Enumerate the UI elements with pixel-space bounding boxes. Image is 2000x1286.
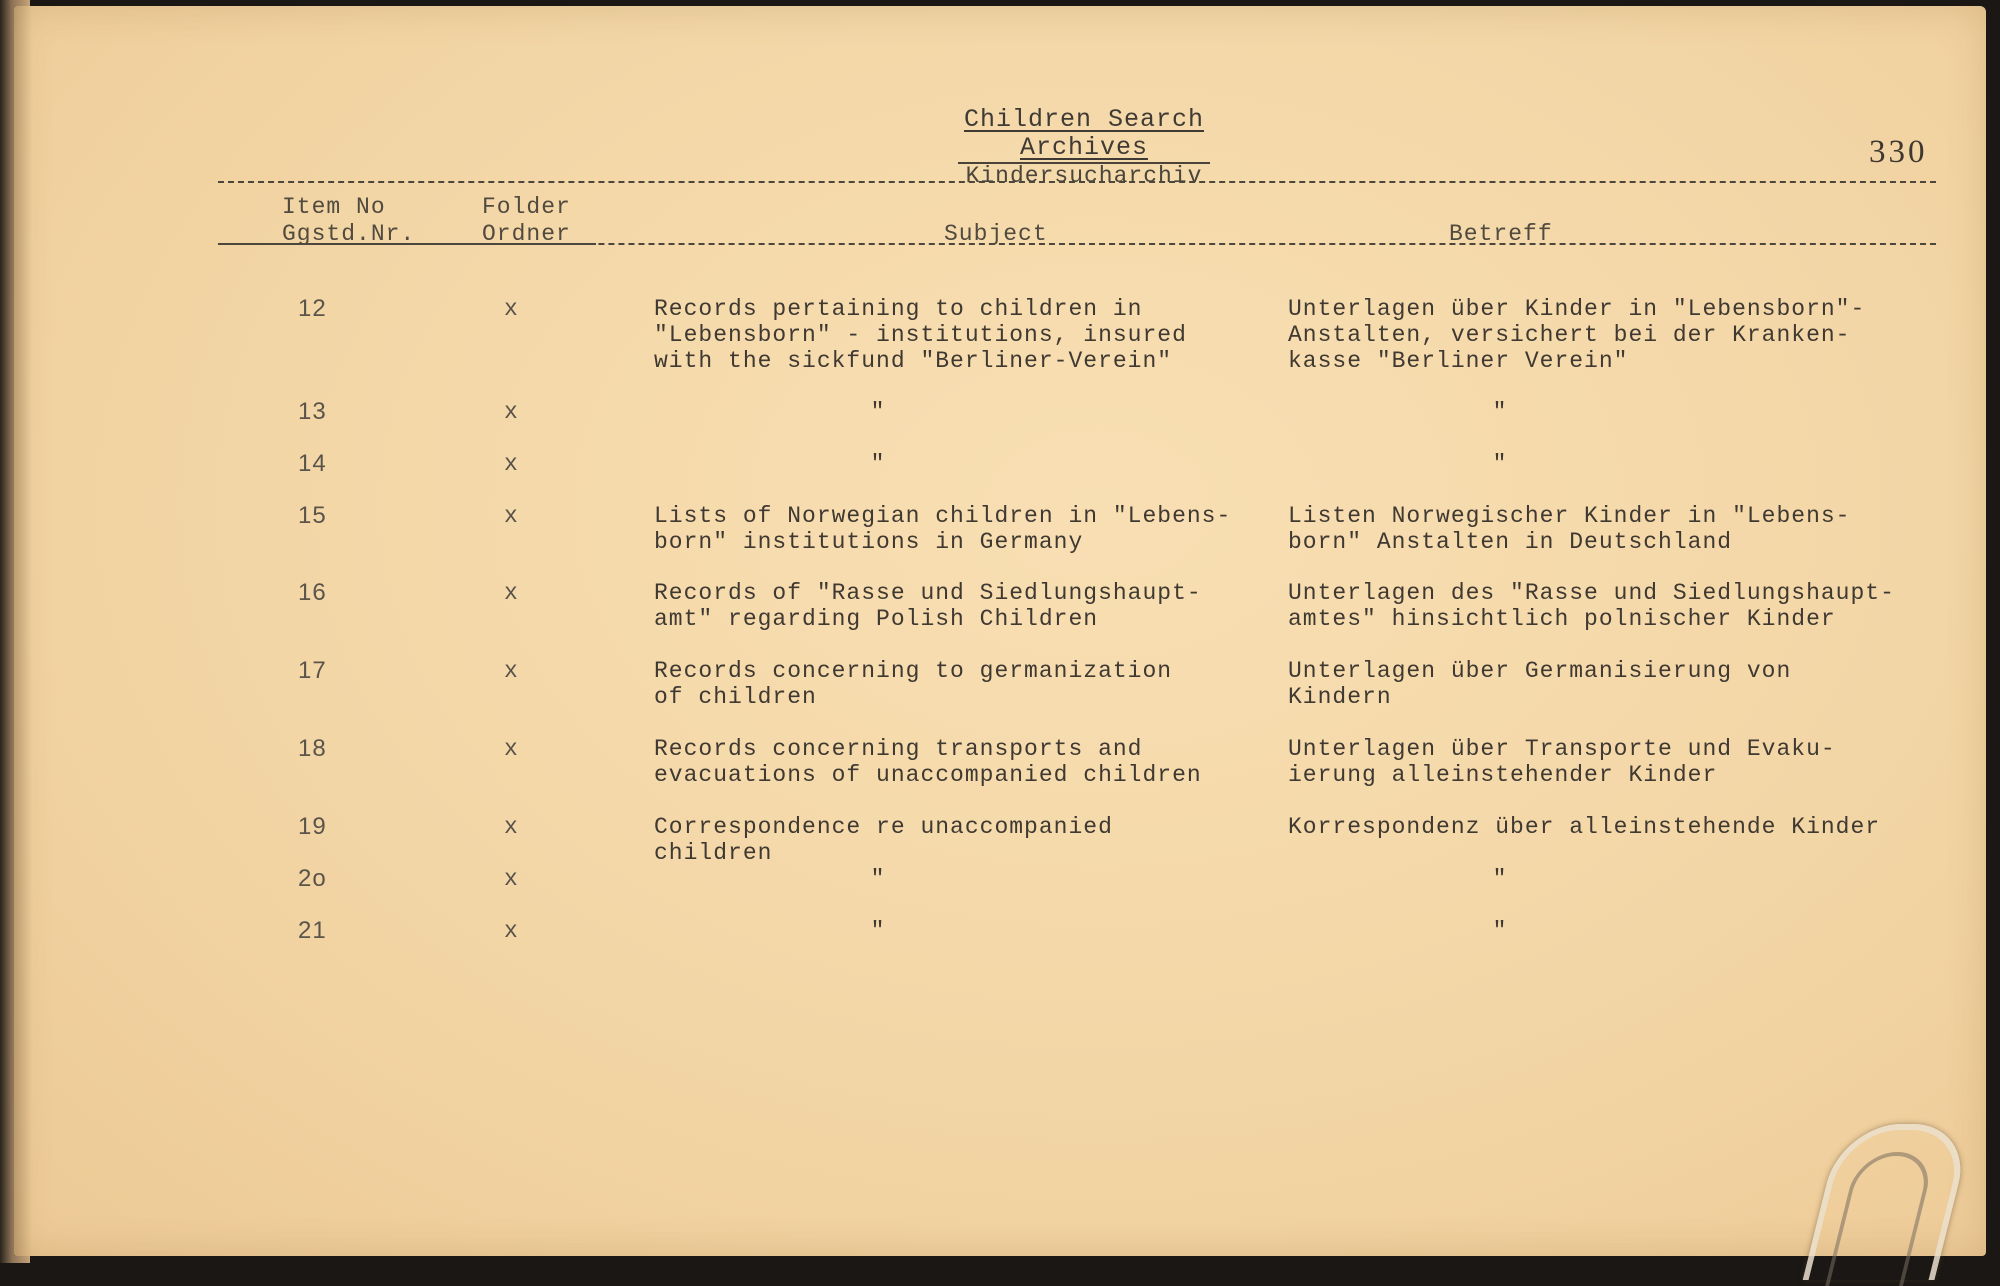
subject-text: Records pertaining to children in "Lebensborn" - institutions, insured with the sickfund "Berliner-Verein" bbox=[654, 296, 1187, 374]
column-header-subject: Subject bbox=[944, 221, 1048, 247]
folder-mark: x bbox=[504, 814, 519, 840]
item-number: 18 bbox=[298, 735, 327, 762]
column-header-betreff: Betreff bbox=[1449, 221, 1553, 247]
betreff-ditto-mark: " bbox=[1492, 918, 1508, 944]
column-header-item bbox=[282, 194, 452, 248]
column-header-folder-de: Ordner bbox=[482, 221, 571, 247]
page-fold-shadow bbox=[14, 6, 32, 1256]
column-header-folder-en: Folder bbox=[482, 194, 571, 220]
subject-ditto-mark: " bbox=[870, 451, 886, 477]
item-number: 17 bbox=[298, 657, 327, 684]
subject-ditto-mark: " bbox=[870, 866, 886, 892]
betreff-text: Listen Norwegischer Kinder in "Lebens- born" Anstalten in Deutschland bbox=[1288, 503, 1851, 555]
subject-ditto-mark: " bbox=[870, 918, 886, 944]
folder-mark: x bbox=[504, 736, 519, 762]
folder-mark: x bbox=[504, 451, 519, 477]
subject-text: Lists of Norwegian children in "Lebens- born" institutions in Germany bbox=[654, 503, 1232, 555]
subject-text: Records concerning to germanization of children bbox=[654, 658, 1173, 710]
subject-text: Records concerning transports and evacuations of unaccompanied children bbox=[654, 736, 1202, 788]
page-title: Children Search Archives bbox=[963, 105, 1205, 162]
item-number: 19 bbox=[298, 813, 327, 840]
title-block bbox=[894, 106, 1274, 188]
folder-mark: x bbox=[504, 866, 519, 892]
item-number: 15 bbox=[298, 502, 327, 529]
folder-mark: x bbox=[504, 399, 519, 425]
header-top-rule bbox=[218, 181, 1936, 183]
column-header-item-de: Ggstd.Nr. bbox=[282, 221, 416, 247]
folder-mark: x bbox=[504, 658, 519, 684]
folder-mark: x bbox=[504, 580, 519, 606]
folder-mark: x bbox=[504, 503, 519, 529]
item-number: 21 bbox=[298, 917, 327, 944]
item-number: 2o bbox=[298, 865, 327, 892]
item-number: 12 bbox=[298, 295, 327, 322]
subject-ditto-mark: " bbox=[870, 399, 886, 425]
item-number: 14 bbox=[298, 450, 327, 477]
betreff-ditto-mark: " bbox=[1492, 451, 1508, 477]
betreff-text: Unterlagen über Transporte und Evaku- ierung alleinstehender Kinder bbox=[1288, 736, 1836, 788]
archive-page bbox=[14, 6, 1986, 1256]
betreff-text: Unterlagen des "Rasse und Siedlungshaupt- amtes" hinsichtlich polnischer Kinder bbox=[1288, 580, 1895, 632]
betreff-ditto-mark: " bbox=[1492, 866, 1508, 892]
column-header-folder bbox=[482, 194, 622, 248]
subject-text: Correspondence re unaccompanied children bbox=[654, 814, 1113, 866]
betreff-ditto-mark: " bbox=[1492, 399, 1508, 425]
subject-text: Records of "Rasse und Siedlungshaupt- amt" regarding Polish Children bbox=[654, 580, 1202, 632]
betreff-text: Korrespondenz über alleinstehende Kinder bbox=[1288, 814, 1881, 840]
paper-clip bbox=[1803, 1124, 1974, 1280]
item-number: 16 bbox=[298, 579, 327, 606]
betreff-text: Unterlagen über Kinder in "Lebensborn"- Anstalten, versichert bei der Kranken- kasse "Berliner Verein" bbox=[1288, 296, 1866, 374]
betreff-text: Unterlagen über Germanisierung von Kindern bbox=[1288, 658, 1792, 710]
page-subtitle: Kindersucharchiv bbox=[958, 162, 1211, 188]
folder-mark: x bbox=[504, 918, 519, 944]
item-number: 13 bbox=[298, 398, 327, 425]
page-number: 330 bbox=[1869, 134, 1928, 170]
folder-mark: x bbox=[504, 296, 519, 322]
column-header-item-en: Item No bbox=[282, 194, 386, 220]
paper-clip-inner-loop bbox=[1825, 1152, 1936, 1286]
